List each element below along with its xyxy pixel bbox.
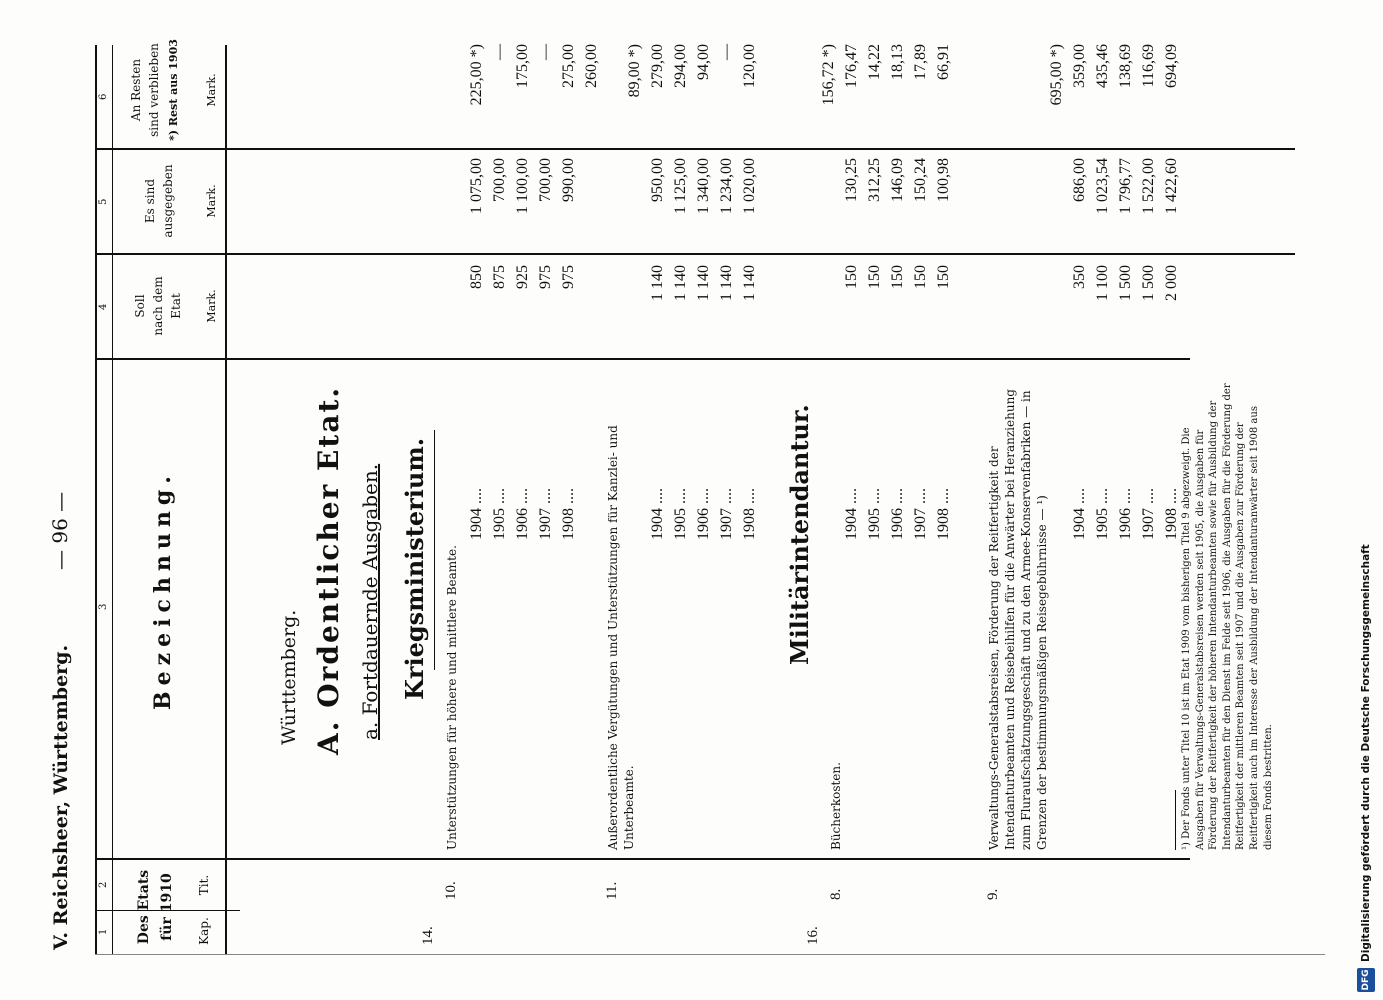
row-ausgegeben: 950,00	[649, 158, 666, 202]
colnum-3: 3	[98, 603, 109, 610]
row-ausgegeben: 146,09	[889, 158, 906, 202]
row-soll: 1 140	[718, 265, 735, 301]
row-rest: 294,00	[672, 44, 689, 88]
header-bottom-rule	[225, 45, 227, 955]
page-number: — 96 —	[48, 491, 72, 570]
row-rest: 156,72 *)	[820, 44, 837, 106]
row-year: 1908 ....	[935, 488, 952, 540]
row-rest: —	[718, 44, 735, 60]
item-10-tit: 10.	[443, 881, 459, 900]
row-soll: 150	[889, 265, 906, 289]
row-soll: 1 100	[1094, 265, 1111, 301]
row-ausgegeben: 1 522,00	[1140, 158, 1157, 214]
col6-note: *) Rest aus 1903	[167, 39, 180, 141]
row-rest: 116,69	[1140, 44, 1157, 88]
row-rest: 94,00	[695, 44, 712, 80]
item-10-desc: Unterstützungen für höhere und mittlere Beamte.	[445, 545, 459, 850]
row-year: 1907 ....	[718, 488, 735, 540]
row-soll: 1 140	[741, 265, 758, 301]
kap-16: 16.	[805, 926, 821, 945]
dfg-logo: DFG	[1357, 968, 1375, 992]
row-year: 1906 ....	[514, 488, 531, 540]
row-ausgegeben: 1 125,00	[672, 158, 689, 214]
row-rest: 695,00 *)	[1048, 44, 1065, 106]
col5-title-1: Es sind	[143, 178, 157, 224]
colnum-2: 2	[98, 881, 109, 888]
row-year: 1907 ....	[1140, 488, 1157, 540]
credit-strip	[1352, 8, 1382, 992]
item-9-desc: Verwaltungs-Generalstabsreisen, Förderung der Reitfertigkeit der Intendanturbeamten und Reisebeihilfen für die Anwärter bei Heranziehung zum Fluraufschätzungsgeschäft und zu den Armee-Konservenfabriken — in Grenzen der bestimmungsmäßigen Reisegebührnisse — ¹)	[987, 389, 1049, 850]
etat-title: A. Ordentlicher Etat.	[312, 385, 345, 755]
row-ausgegeben: 990,00	[560, 158, 577, 202]
col12-title-2: für 1910	[159, 873, 175, 941]
col5-unit: Mark.	[205, 184, 218, 218]
item-11-desc: Außerordentliche Vergütungen und Unterstützungen für Kanzlei- und Unterbeamte.	[606, 425, 636, 850]
row-soll: 2 000	[1163, 265, 1180, 301]
row-year: 1904 ....	[649, 488, 666, 540]
row-ausgegeben: 1 075,00	[468, 158, 485, 214]
row-year: 1904 ....	[1071, 488, 1088, 540]
row-year: 1904 ....	[843, 488, 860, 540]
kap-label: Kap.	[197, 917, 211, 945]
intendantur-title: Militärintendantur.	[785, 404, 814, 665]
col12-title-1: Des Etats	[136, 869, 152, 945]
tit-label: Tit.	[197, 874, 211, 896]
row-year: 1905 ....	[1094, 488, 1111, 540]
colnum-1: 1	[98, 928, 109, 935]
row-rest: 175,00	[514, 44, 531, 88]
row-ausgegeben: 1 020,00	[741, 158, 758, 214]
item-11-tit: 11.	[604, 881, 620, 900]
row-ausgegeben: 1 234,00	[718, 158, 735, 214]
row-rest: 17,89	[912, 44, 929, 80]
kap-14: 14.	[420, 926, 436, 945]
row-rest: 275,00	[560, 44, 577, 88]
row-soll: 875	[491, 265, 508, 289]
row-rest: 176,47	[843, 44, 860, 88]
footnote-rule	[1175, 790, 1176, 850]
row-rest: 66,91	[935, 44, 952, 80]
row-year: 1907 ....	[537, 488, 554, 540]
row-rest: —	[491, 44, 508, 60]
row-ausgegeben: 1 340,00	[695, 158, 712, 214]
footnote: ¹) Der Fonds unter Titel 10 ist im Etat 1909 vom bisherigen Titel 9 abgezweigt. Die Ausgaben für Verwaltungs-Generalstabsreisen werden seit 1905, die Ausgaben für Förderung der Reitfertigkeit der höheren Intendanturbeamten sowie für Ausbildung der Intendanturbeamten für den Dienst im Felde seit 1906, die Ausgaben für die Förderung der Reitfertigkeit der mittleren Beamten seit 1907 und die Ausgaben zur Förderung der Reitfertigkeit auch im Interesse der Ausbildung der Intendanturanwärter seit 1908 aus diesem Fonds bestritten.	[1181, 383, 1274, 850]
row-ausgegeben: 1 023,54	[1094, 158, 1111, 214]
col6-title-1: An Resten	[129, 58, 143, 122]
row-year: 1905 ....	[491, 488, 508, 540]
row-soll: 150	[843, 265, 860, 289]
row-ausgegeben: 1 100,00	[514, 158, 531, 214]
row-soll: 975	[537, 265, 554, 289]
row-rest: 18,13	[889, 44, 906, 80]
row-soll: 1 140	[649, 265, 666, 301]
item-9-tit: 9.	[985, 888, 1001, 900]
table-top-rule	[95, 45, 97, 955]
row-ausgegeben: 686,00	[1071, 158, 1088, 202]
table-left-edge	[95, 954, 1325, 955]
colnum-4: 4	[98, 303, 109, 310]
row-rest: 359,00	[1071, 44, 1088, 88]
row-rest: 260,00	[583, 44, 600, 88]
row-year: 1905 ....	[672, 488, 689, 540]
row-rest: 225,00 *)	[468, 44, 485, 106]
row-soll: 925	[514, 265, 531, 289]
row-ausgegeben: 1 422,60	[1163, 158, 1180, 214]
row-rest: 435,46	[1094, 44, 1111, 88]
row-soll: 150	[935, 265, 952, 289]
col4-title-1: Soll	[133, 294, 147, 318]
col4-unit: Mark.	[205, 289, 218, 323]
row-soll: 150	[866, 265, 883, 289]
row-ausgegeben: 700,00	[537, 158, 554, 202]
sub-title: a. Fortdauernde Ausgaben.	[358, 463, 382, 740]
row-ausgegeben: 100,98	[935, 158, 952, 202]
colnum-5: 5	[98, 198, 109, 205]
row-year: 1906 ....	[1117, 488, 1134, 540]
row-rest: 14,22	[866, 44, 883, 80]
col6-unit: Mark.	[205, 73, 218, 107]
row-soll: 1 140	[695, 265, 712, 301]
section-header: V. Reichsheer, Württemberg.	[50, 644, 72, 950]
state-title: Württemberg.	[278, 609, 300, 745]
row-ausgegeben: 150,24	[912, 158, 929, 202]
row-rest: —	[537, 44, 554, 60]
row-soll: 1 500	[1117, 265, 1134, 301]
row-soll: 975	[560, 265, 577, 289]
row-ausgegeben: 312,25	[866, 158, 883, 202]
col3-divider	[95, 358, 1190, 360]
item-8-tit: 8.	[828, 888, 844, 900]
row-rest: 138,69	[1117, 44, 1134, 88]
item-8-desc: Bücherkosten.	[829, 762, 843, 850]
row-rest: 89,00 *)	[626, 44, 643, 98]
row-soll: 850	[468, 265, 485, 289]
row-rest: 279,00	[649, 44, 666, 88]
row-rest: 694,09	[1163, 44, 1180, 88]
row-year: 1908 ....	[1163, 488, 1180, 540]
row-year: 1905 ....	[866, 488, 883, 540]
row-year: 1907 ....	[912, 488, 929, 540]
row-soll: 1 500	[1140, 265, 1157, 301]
col5-divider	[95, 148, 1295, 150]
col4-divider	[95, 253, 1295, 255]
row-year: 1908 ....	[560, 488, 577, 540]
row-year: 1908 ....	[741, 488, 758, 540]
row-ausgegeben: 130,25	[843, 158, 860, 202]
row-year: 1904 ....	[468, 488, 485, 540]
row-ausgegeben: 700,00	[491, 158, 508, 202]
ministry-rule	[434, 430, 435, 670]
col4-title-3: Etat	[169, 293, 183, 319]
row-soll: 1 140	[672, 265, 689, 301]
row-year: 1906 ....	[695, 488, 712, 540]
col3-title: Bezeichnung.	[150, 470, 176, 710]
row-ausgegeben: 1 796,77	[1117, 158, 1134, 214]
row-soll: 350	[1071, 265, 1088, 289]
col2-divider	[95, 858, 1190, 860]
col4-title-2: nach dem	[151, 276, 165, 336]
col6-title-2: sind verblieben	[147, 43, 161, 137]
row-soll: 150	[912, 265, 929, 289]
colnum-6: 6	[98, 93, 109, 100]
row-year: 1906 ....	[889, 488, 906, 540]
row-rest: 120,00	[741, 44, 758, 88]
ministry-title: Kriegsministerium.	[400, 437, 429, 700]
credit-text: Digitalisierung gefördert durch die Deutsche Forschungsgemeinschaft	[1360, 544, 1372, 962]
colnum-rule	[112, 45, 113, 955]
col5-title-2: ausgegeben	[161, 164, 175, 238]
